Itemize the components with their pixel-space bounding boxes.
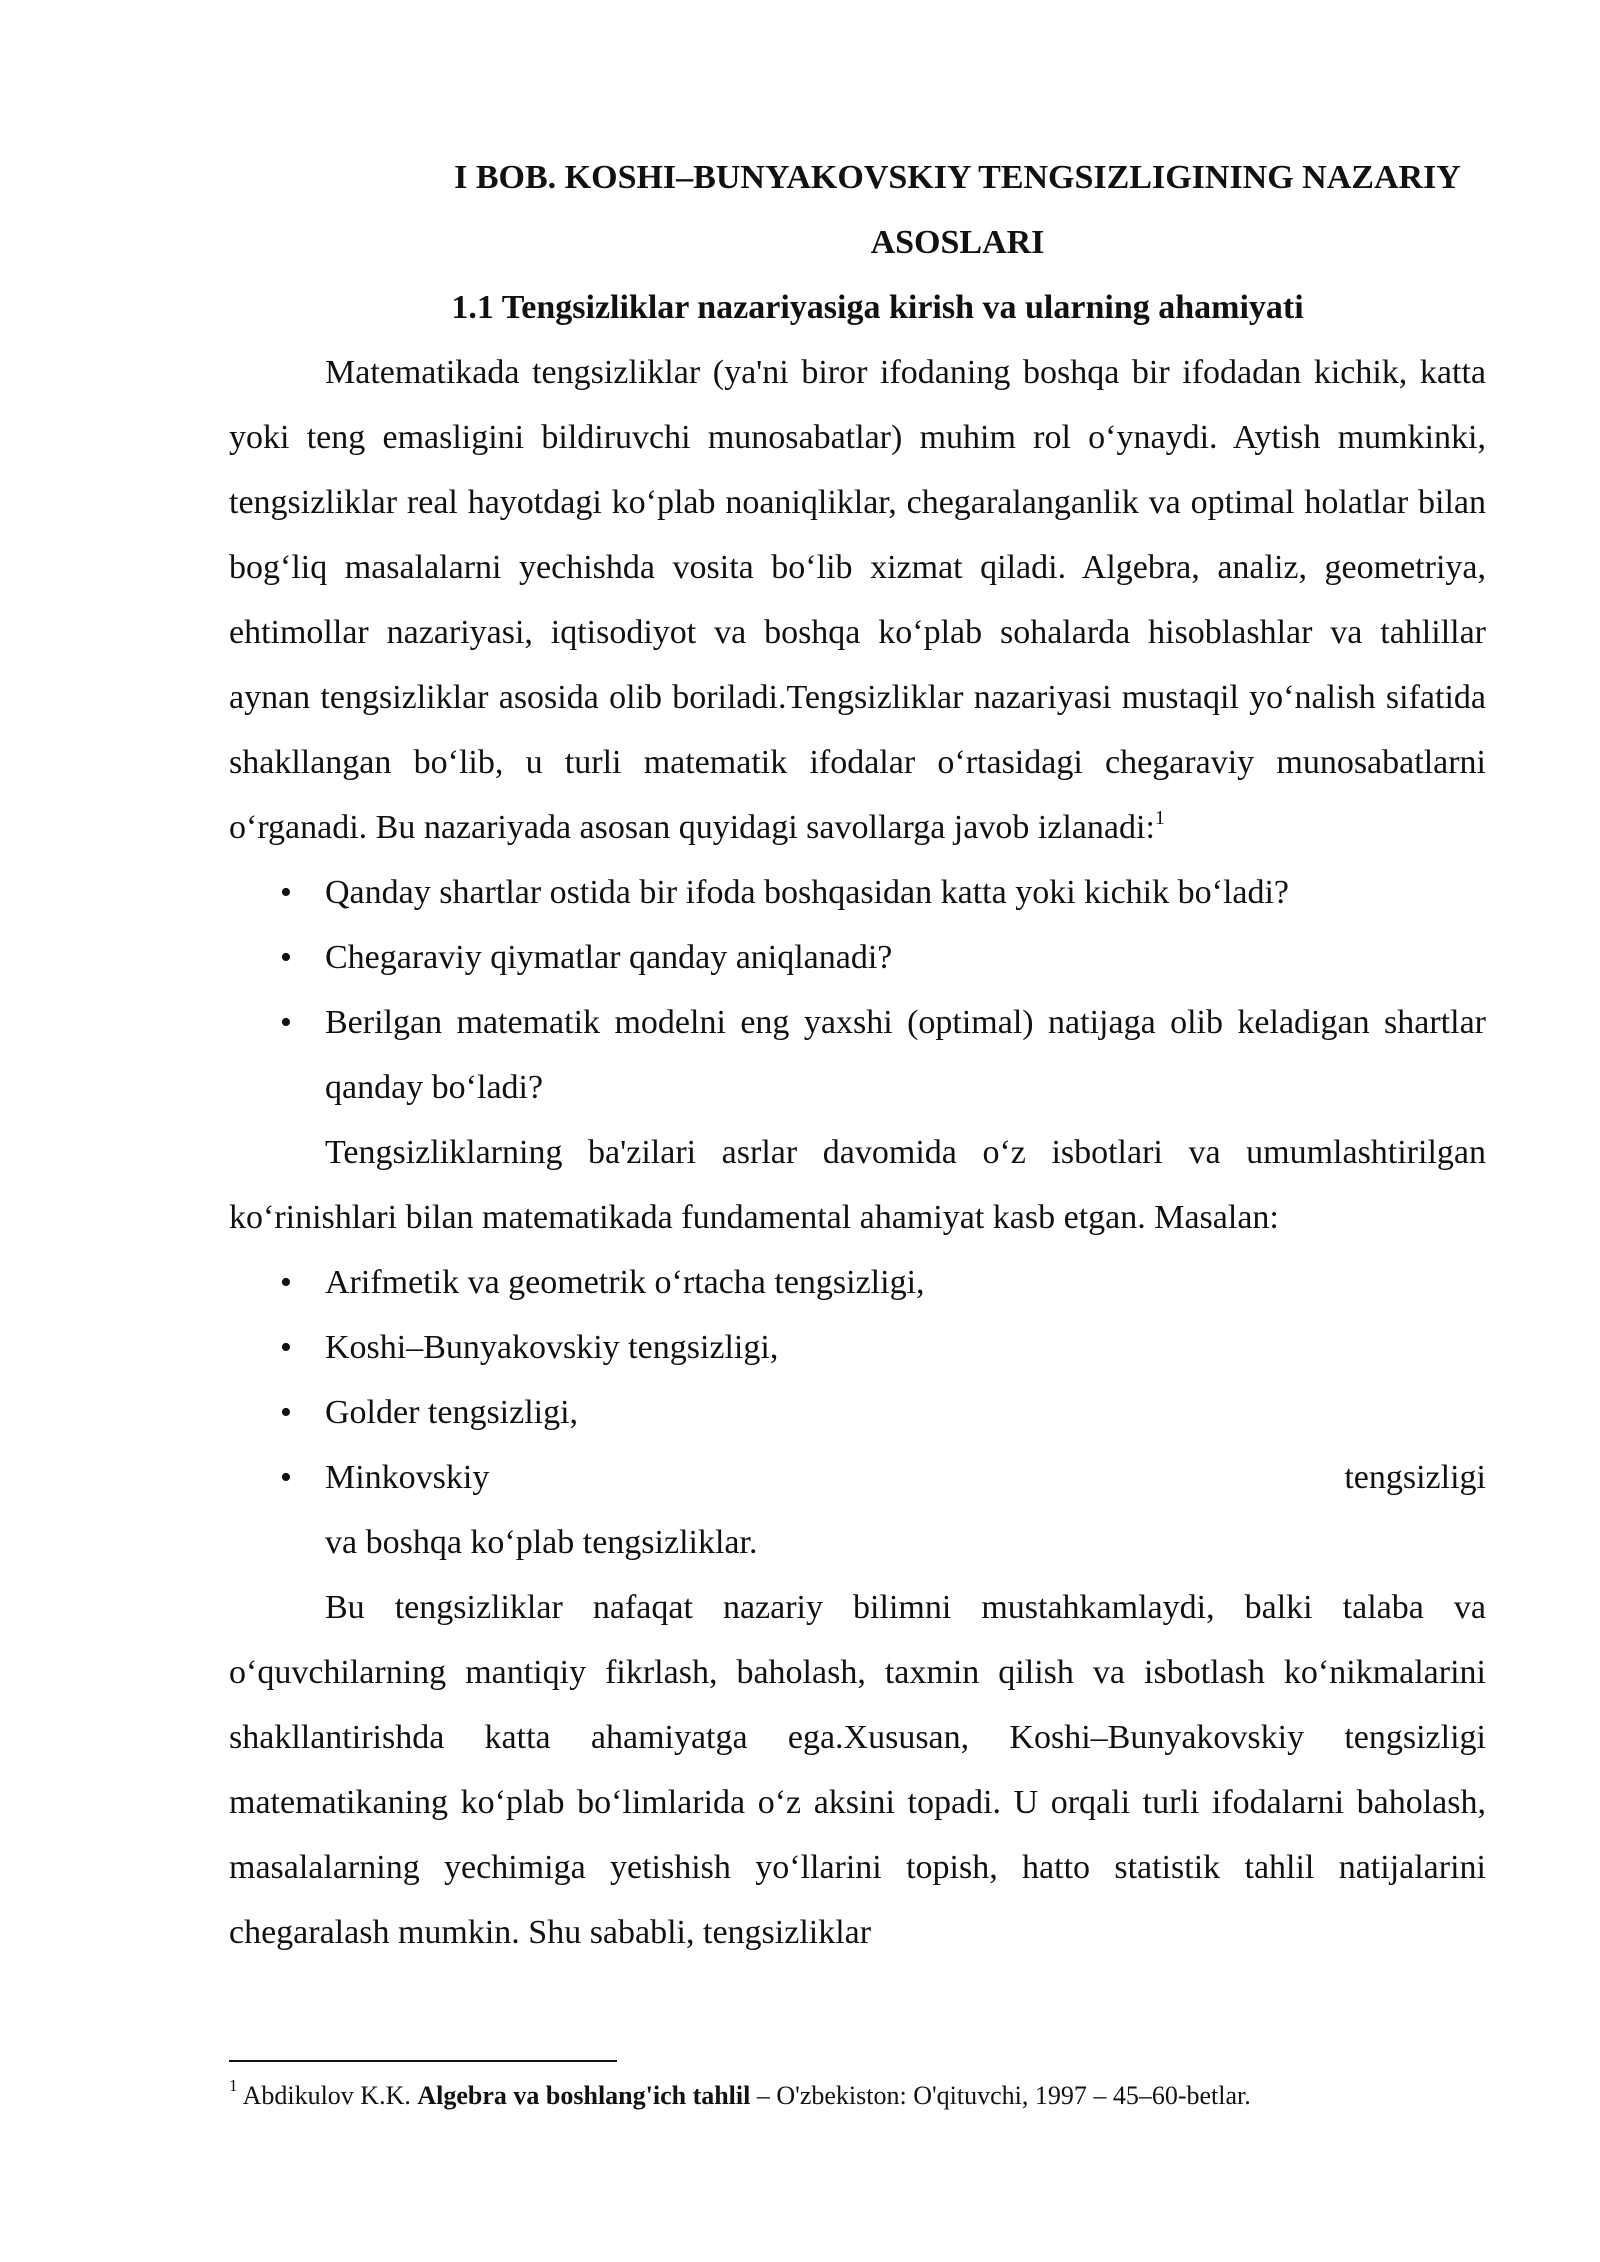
footnote-rest: – O'zbekiston: O'qituvchi, 1997 – 45–60-betlar.	[756, 2081, 1251, 2110]
list-item: • Qanday shartlar ostida bir ifoda boshqasidan katta yoki kichik bo‘ladi?	[229, 860, 1486, 925]
bullet-icon: •	[280, 1004, 292, 1041]
questions-list	[229, 860, 1486, 1120]
intro-paragraph	[229, 340, 1486, 860]
list-item: • Golder tengsizligi,	[229, 1380, 1486, 1445]
bullet-icon: •	[280, 1394, 292, 1431]
examples-intro-paragraph: Tengsizliklarning ba'zilari asrlar davomida o‘z isbotlari va umumlashtirilgan ko‘rinishlari bilan matematikada fundamental ahamiyat kasb etgan. Masalan:	[229, 1134, 1486, 1236]
bullet-icon: •	[280, 939, 292, 976]
list-item: • Koshi–Bunyakovskiy tengsizligi,	[229, 1315, 1486, 1380]
footnote-reference[interactable]: 1	[1154, 806, 1165, 829]
footnote-marker: 1	[229, 2076, 238, 2096]
conclusion-paragraph: Bu tengsizliklar nafaqat nazariy bilimni mustahkamlaydi, balki talaba va o‘quvchilarning mantiqiy fikrlash, baholash, taxmin qilish va isbotlash ko‘nikmalarini shakllantirishda katta ahamiyatga ega.Xususan, Koshi–Bunyakovskiy tengsizligi matematikaning ko‘plab bo‘limlarida o‘z aksini topadi. U orqali turli ifodalarni baholash, masalalarning yechimiga yetishish yo‘llarini topish, hatto statistik tahlil natijalarini chegaralash mumkin. Shu sababli, tengsizliklar	[229, 1589, 1486, 1951]
intro-paragraph-text: Matematikada tengsizliklar (ya'ni biror ifodaning boshqa bir ifodadan kichik, katta yoki teng emasligini bildiruvchi munosabatlar) muhim rol o‘ynaydi. Aytish mumkinki, tengsizliklar real hayotdagi ko‘plab noaniqliklar, chegaralanganlik va optimal holatlar bilan bog‘liq masalalarni yechishda vosita bo‘lib xizmat qiladi. Algebra, analiz, geometriya, ehtimollar nazariyasi, iqtisodiyot va boshqa ko‘plab sohalarda hisoblashlar va tahlillar aynan tengsizliklar asosida olib boriladi.Tengsizliklar nazariyasi mustaqil yo‘nalish sifatida shakllangan bo‘lib, u turli matematik ifodalar o‘rtasidagi chegaraviy munosabatlarni o‘rganadi. Bu nazariyada asosan quyidagi savollarga javob izlanadi:	[229, 354, 1486, 846]
footnote-divider	[229, 2060, 617, 2062]
split-line	[325, 1445, 1486, 1510]
list-item: • Arifmetik va geometrik o‘rtacha tengsizligi,	[229, 1250, 1486, 1315]
footnote-title: Algebra va boshlang'ich tahlil	[417, 2081, 751, 2110]
chapter-title-continued: ASOSLARI	[870, 224, 1045, 261]
list-continuation: va boshqa ko‘plab tengsizliklar.	[325, 1524, 758, 1561]
list-item: • Chegaraviy qiymatlar qanday aniqlanadi?	[229, 925, 1486, 990]
list-item	[229, 1445, 1486, 1510]
footnote-author: Abdikulov K.K.	[242, 2081, 411, 2110]
document-page	[229, 145, 1486, 1965]
list-item: • Berilgan matematik modelni eng yaxshi (optimal) natijaga olib keladigan shartlar qanday bo‘ladi?	[229, 990, 1486, 1120]
bullet-icon: •	[280, 874, 292, 911]
bullet-icon: •	[280, 1329, 292, 1366]
bullet-icon: •	[280, 1264, 292, 1301]
footnote	[229, 2078, 1486, 2114]
bullet-icon: •	[280, 1459, 292, 1496]
tengsizligi-word: tengsizligi	[1344, 1459, 1486, 1496]
section-title: 1.1 Tengsizliklar nazariyasiga kirish va ularning ahamiyati	[451, 289, 1304, 326]
minkovskiy-word: Minkovskiy	[325, 1459, 490, 1496]
examples-list	[229, 1250, 1486, 1510]
chapter-title: I BOB. KOSHI–BUNYAKOVSKIY TENGSIZLIGINING NAZARIY	[454, 159, 1461, 196]
